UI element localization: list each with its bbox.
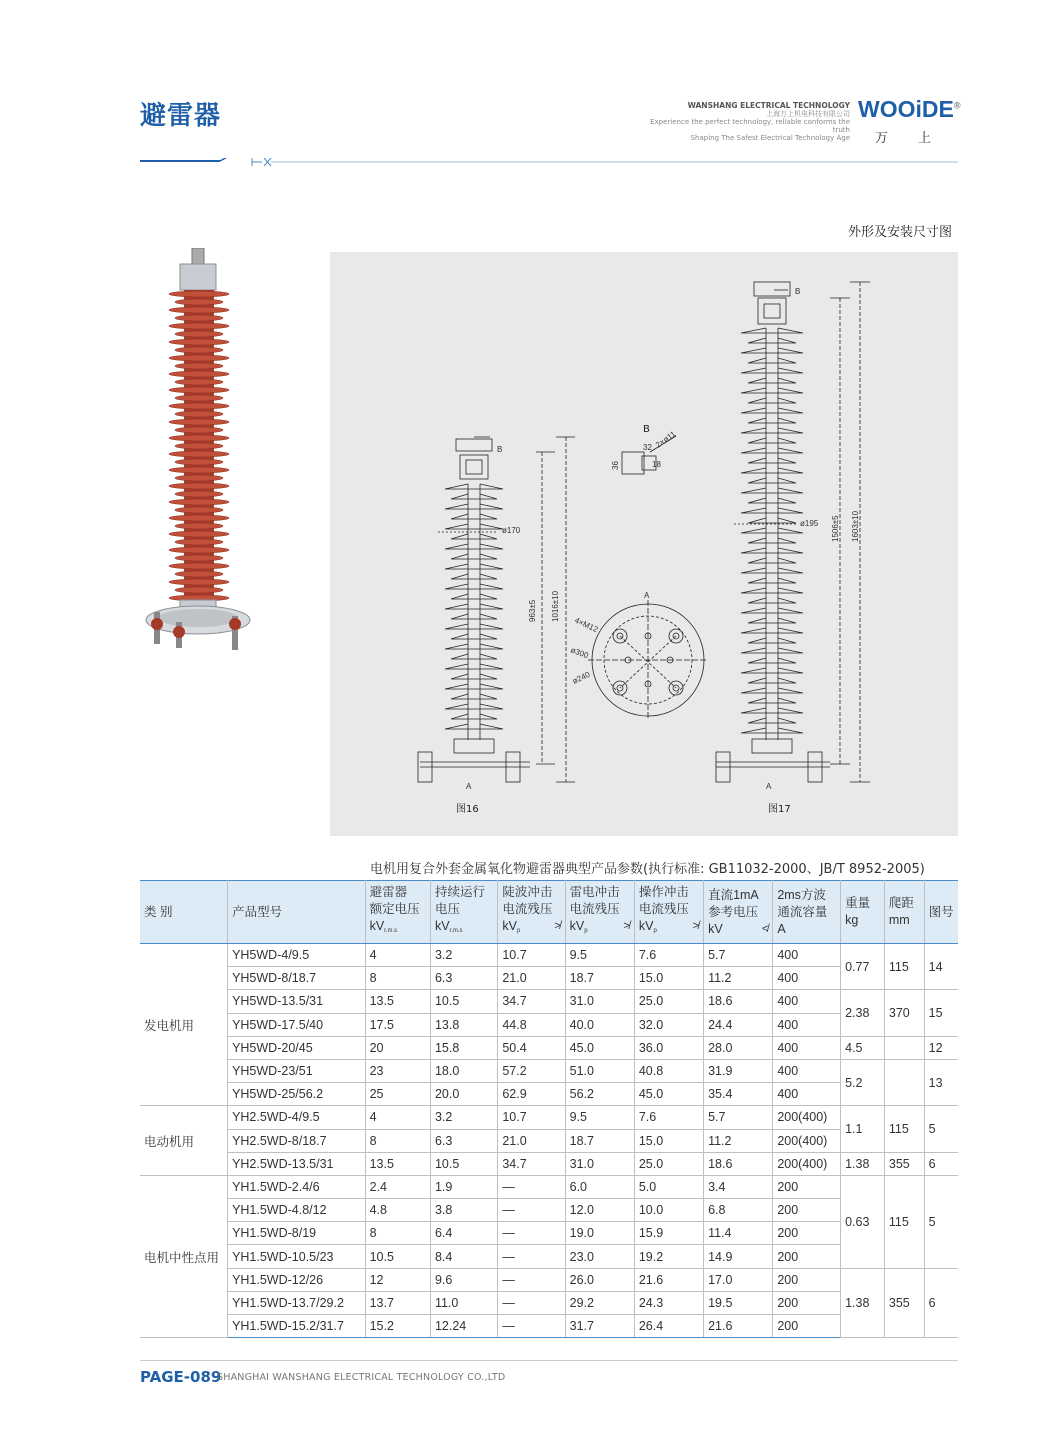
fig16-label-b: B (497, 445, 503, 454)
table-row (140, 967, 958, 990)
model-cell: YH1.5WD-2.4/6 (228, 1175, 366, 1198)
cont-cell: 18.0 (430, 1059, 497, 1082)
light-cell: 9.5 (565, 944, 634, 967)
header-model: 产品型号 (228, 881, 366, 944)
header-creepage: 爬距 mm (884, 881, 924, 944)
steep-cell: — (498, 1175, 565, 1198)
table-row (140, 944, 958, 967)
table-header-row (140, 881, 958, 944)
steep-cell: 10.7 (498, 1106, 565, 1129)
cont-cell: 9.6 (430, 1268, 497, 1291)
sq-cell: 200 (773, 1175, 841, 1198)
category-cell: 发电机用 (140, 944, 228, 1106)
table-row (140, 1059, 958, 1082)
category-cell: 电机中性点用 (140, 1175, 228, 1337)
switch-cell: 25.0 (634, 990, 703, 1013)
page-title: 避雷器 (140, 101, 222, 131)
cont-cell: 10.5 (430, 990, 497, 1013)
rated-cell: 20 (365, 1036, 430, 1059)
model-cell: YH1.5WD-4.8/12 (228, 1199, 366, 1222)
table-row (140, 1245, 958, 1268)
cont-cell: 1.9 (430, 1175, 497, 1198)
dc-cell: 18.6 (704, 990, 773, 1013)
brand-logo-text: WOOiDE (858, 96, 954, 122)
brand-tagline (640, 102, 850, 142)
weight-cell: 0.77 (841, 944, 885, 990)
switch-cell: 40.8 (634, 1059, 703, 1082)
dc-cell: 11.2 (704, 967, 773, 990)
fig-cell: 6 (924, 1268, 958, 1338)
fig16-dim-d170: ø170 (502, 526, 521, 535)
header-continuous-voltage: 持续运行 电压 kVr.m.s (430, 881, 497, 944)
header-rated-voltage: 避雷器 额定电压 kVr.m.s (365, 881, 430, 944)
sq-cell: 200 (773, 1291, 841, 1314)
base-plate-dim-d300: ø300 (569, 645, 590, 661)
table-row (140, 990, 958, 1013)
light-cell: 12.0 (565, 1199, 634, 1222)
parameter-table (140, 880, 958, 1338)
creep-cell (884, 1059, 924, 1105)
sq-cell: 400 (773, 944, 841, 967)
weight-cell: 4.5 (841, 1036, 885, 1059)
rated-cell: 10.5 (365, 1245, 430, 1268)
weight-cell: 0.63 (841, 1175, 885, 1268)
switch-cell: 15.0 (634, 1129, 703, 1152)
fig-cell: 6 (924, 1152, 958, 1175)
fig17-label-a: A (766, 782, 772, 791)
dc-cell: 28.0 (704, 1036, 773, 1059)
sq-cell: 400 (773, 990, 841, 1013)
brand-slogan-1: Experience the perfect technology, reliable conforms the truth (650, 118, 850, 134)
dc-cell: 5.7 (704, 1106, 773, 1129)
steep-cell: 34.7 (498, 990, 565, 1013)
header-figure-no: 图号 (924, 881, 958, 944)
table-row (140, 1013, 958, 1036)
rated-cell: 4 (365, 1106, 430, 1129)
model-cell: YH2.5WD-8/18.7 (228, 1129, 366, 1152)
steep-cell: — (498, 1245, 565, 1268)
brand-logo (858, 96, 960, 123)
table-row (140, 1222, 958, 1245)
sq-cell: 200(400) (773, 1129, 841, 1152)
weight-cell: 1.1 (841, 1106, 885, 1152)
detail-b-dim-18: 18 (652, 460, 661, 469)
rated-cell: 13.5 (365, 990, 430, 1013)
dc-cell: 11.4 (704, 1222, 773, 1245)
switch-cell: 15.9 (634, 1222, 703, 1245)
switch-cell: 36.0 (634, 1036, 703, 1059)
steep-cell: 34.7 (498, 1152, 565, 1175)
model-cell: YH5WD-23/51 (228, 1059, 366, 1082)
dc-cell: 5.7 (704, 944, 773, 967)
switch-cell: 7.6 (634, 1106, 703, 1129)
sq-cell: 400 (773, 967, 841, 990)
brand-slogan-2: Shaping The Safest Electrical Technology Age (690, 134, 850, 142)
table-row (140, 1152, 958, 1175)
fig-cell: 5 (924, 1106, 958, 1152)
model-cell: YH1.5WD-10.5/23 (228, 1245, 366, 1268)
steep-cell: 10.7 (498, 944, 565, 967)
cont-cell: 15.8 (430, 1036, 497, 1059)
creep-cell: 370 (884, 990, 924, 1036)
dc-cell: 11.2 (704, 1129, 773, 1152)
model-cell: YH5WD-4/9.5 (228, 944, 366, 967)
detail-b-label: B (643, 424, 650, 435)
sq-cell: 200 (773, 1222, 841, 1245)
detail-b-dim-36: 36 (611, 461, 620, 470)
weight-cell: 2.38 (841, 990, 885, 1036)
switch-cell: 45.0 (634, 1083, 703, 1106)
weight-cell: 5.2 (841, 1059, 885, 1105)
steep-cell: 21.0 (498, 1129, 565, 1152)
dc-cell: 31.9 (704, 1059, 773, 1082)
cont-cell: 6.3 (430, 967, 497, 990)
dc-cell: 35.4 (704, 1083, 773, 1106)
cont-cell: 3.2 (430, 944, 497, 967)
creep-cell: 355 (884, 1152, 924, 1175)
weight-cell: 1.38 (841, 1152, 885, 1175)
creep-cell: 115 (884, 1106, 924, 1152)
header-divider (140, 158, 960, 172)
rated-cell: 15.2 (365, 1315, 430, 1338)
cont-cell: 20.0 (430, 1083, 497, 1106)
steep-cell: 57.2 (498, 1059, 565, 1082)
table-row (140, 1083, 958, 1106)
fig17-dim-d195: ø195 (800, 519, 819, 528)
model-cell: YH2.5WD-4/9.5 (228, 1106, 366, 1129)
table-row (140, 1175, 958, 1198)
base-plate-dim-bolt: 4×M12 (573, 615, 600, 635)
detail-b-dim-32: 32 (643, 443, 652, 452)
steep-cell: 62.9 (498, 1083, 565, 1106)
cont-cell: 6.3 (430, 1129, 497, 1152)
fig-cell: 15 (924, 990, 958, 1036)
sq-cell: 400 (773, 1083, 841, 1106)
dc-cell: 19.5 (704, 1291, 773, 1314)
switch-cell: 7.6 (634, 944, 703, 967)
sq-cell: 200(400) (773, 1152, 841, 1175)
model-cell: YH5WD-20/45 (228, 1036, 366, 1059)
table-row (140, 1315, 958, 1338)
rated-cell: 13.5 (365, 1152, 430, 1175)
page-number: PAGE-089 (140, 1368, 222, 1386)
switch-cell: 19.2 (634, 1245, 703, 1268)
model-cell: YH5WD-25/56.2 (228, 1083, 366, 1106)
cont-cell: 10.5 (430, 1152, 497, 1175)
table-row (140, 1291, 958, 1314)
sq-cell: 200 (773, 1268, 841, 1291)
steep-cell: — (498, 1291, 565, 1314)
steep-cell: 50.4 (498, 1036, 565, 1059)
light-cell: 51.0 (565, 1059, 634, 1082)
light-cell: 31.0 (565, 990, 634, 1013)
rated-cell: 23 (365, 1059, 430, 1082)
header-square-wave: 2ms方波 通流容量 A (773, 881, 841, 944)
header-dc-reference: 直流1mA 参考电压 kV ≮ (704, 881, 773, 944)
header-category: 类 别 (140, 881, 228, 944)
steep-cell: — (498, 1268, 565, 1291)
light-cell: 23.0 (565, 1245, 634, 1268)
light-cell: 9.5 (565, 1106, 634, 1129)
fig17-label-b: B (795, 287, 801, 296)
header-switching-residual: 操作冲击 电流残压 kVp ≯ (634, 881, 703, 944)
sq-cell: 400 (773, 1059, 841, 1082)
light-cell: 26.0 (565, 1268, 634, 1291)
sq-cell: 200 (773, 1199, 841, 1222)
fig-cell: 12 (924, 1036, 958, 1059)
steep-cell: — (498, 1222, 565, 1245)
rated-cell: 12 (365, 1268, 430, 1291)
dc-cell: 6.8 (704, 1199, 773, 1222)
model-cell: YH1.5WD-8/19 (228, 1222, 366, 1245)
cont-cell: 8.4 (430, 1245, 497, 1268)
light-cell: 40.0 (565, 1013, 634, 1036)
switch-cell: 24.3 (634, 1291, 703, 1314)
rated-cell: 25 (365, 1083, 430, 1106)
arrester-photo (140, 248, 260, 658)
sq-cell: 200 (773, 1315, 841, 1338)
creep-cell (884, 1036, 924, 1059)
weight-cell: 1.38 (841, 1268, 885, 1338)
light-cell: 29.2 (565, 1291, 634, 1314)
cont-cell: 6.4 (430, 1222, 497, 1245)
registered-mark: ® (953, 100, 961, 111)
fig17-dim-h1506: 1506±5 (831, 515, 840, 542)
brand-name-cn: 上海万上机电科技有限公司 (766, 110, 850, 118)
light-cell: 19.0 (565, 1222, 634, 1245)
dc-cell: 24.4 (704, 1013, 773, 1036)
light-cell: 45.0 (565, 1036, 634, 1059)
base-plate-label-a: A (644, 591, 650, 600)
rated-cell: 2.4 (365, 1175, 430, 1198)
fig17-label: 图17 (768, 804, 791, 815)
sq-cell: 200 (773, 1245, 841, 1268)
fig16-dim-h963: 963±5 (528, 599, 537, 622)
rated-cell: 17.5 (365, 1013, 430, 1036)
cont-cell: 3.2 (430, 1106, 497, 1129)
switch-cell: 10.0 (634, 1199, 703, 1222)
light-cell: 56.2 (565, 1083, 634, 1106)
rated-cell: 8 (365, 1222, 430, 1245)
technical-drawing (330, 252, 958, 836)
rated-cell: 8 (365, 967, 430, 990)
table-row (140, 1199, 958, 1222)
creep-cell: 115 (884, 1175, 924, 1268)
cont-cell: 3.8 (430, 1199, 497, 1222)
header-weight: 重量 kg (841, 881, 885, 944)
fig-cell: 5 (924, 1175, 958, 1268)
fig16-dim-h1016: 1016±10 (551, 590, 560, 622)
brand-name-en: WANSHANG ELECTRICAL TECHNOLOGY (687, 101, 850, 110)
fig-cell: 13 (924, 1059, 958, 1105)
sq-cell: 200(400) (773, 1106, 841, 1129)
footer-divider (140, 1360, 958, 1361)
cont-cell: 12.24 (430, 1315, 497, 1338)
light-cell: 31.7 (565, 1315, 634, 1338)
fig17-dim-h1603: 1603±10 (851, 510, 860, 542)
creep-cell: 115 (884, 944, 924, 990)
rated-cell: 4.8 (365, 1199, 430, 1222)
model-cell: YH1.5WD-15.2/31.7 (228, 1315, 366, 1338)
model-cell: YH1.5WD-12/26 (228, 1268, 366, 1291)
model-cell: YH2.5WD-13.5/31 (228, 1152, 366, 1175)
light-cell: 6.0 (565, 1175, 634, 1198)
table-row (140, 1129, 958, 1152)
creep-cell: 355 (884, 1268, 924, 1338)
model-cell: YH1.5WD-13.7/29.2 (228, 1291, 366, 1314)
rated-cell: 8 (365, 1129, 430, 1152)
header-steep-residual: 陡波冲击 电流残压 kVp ≯ (498, 881, 565, 944)
switch-cell: 15.0 (634, 967, 703, 990)
switch-cell: 26.4 (634, 1315, 703, 1338)
base-plate-dim-d240: ø240 (571, 669, 592, 686)
light-cell: 18.7 (565, 1129, 634, 1152)
table-row (140, 1106, 958, 1129)
model-cell: YH5WD-17.5/40 (228, 1013, 366, 1036)
rated-cell: 13.7 (365, 1291, 430, 1314)
table-caption: 电机用复合外套金属氧化物避雷器典型产品参数(执行标准: GB11032-2000、JB/T 8952-2005) (370, 862, 925, 877)
steep-cell: 44.8 (498, 1013, 565, 1036)
fig-cell: 14 (924, 944, 958, 990)
switch-cell: 21.6 (634, 1268, 703, 1291)
detail-b-dim-2x11: 2×ø11 (653, 429, 678, 450)
fig16-label: 图16 (456, 804, 479, 815)
steep-cell: 21.0 (498, 967, 565, 990)
steep-cell: — (498, 1315, 565, 1338)
model-cell: YH5WD-13.5/31 (228, 990, 366, 1013)
dc-cell: 14.9 (704, 1245, 773, 1268)
category-cell: 电动机用 (140, 1106, 228, 1176)
switch-cell: 5.0 (634, 1175, 703, 1198)
header-lightning-residual: 雷电冲击 电流残压 kVp ≯ (565, 881, 634, 944)
light-cell: 31.0 (565, 1152, 634, 1175)
cont-cell: 11.0 (430, 1291, 497, 1314)
fig16-label-a: A (466, 782, 472, 791)
table-row (140, 1036, 958, 1059)
footer-company: SHANGHAI WANSHANG ELECTRICAL TECHNOLOGY CO.,LTD (217, 1372, 506, 1383)
figure-caption: 外形及安装尺寸图 (848, 225, 953, 240)
switch-cell: 25.0 (634, 1152, 703, 1175)
cont-cell: 13.8 (430, 1013, 497, 1036)
switch-cell: 32.0 (634, 1013, 703, 1036)
sq-cell: 400 (773, 1036, 841, 1059)
dc-cell: 3.4 (704, 1175, 773, 1198)
model-cell: YH5WD-8/18.7 (228, 967, 366, 990)
dc-cell: 18.6 (704, 1152, 773, 1175)
brand-logo-cn: 万上 (875, 131, 962, 146)
rated-cell: 4 (365, 944, 430, 967)
dc-cell: 17.0 (704, 1268, 773, 1291)
dc-cell: 21.6 (704, 1315, 773, 1338)
sq-cell: 400 (773, 1013, 841, 1036)
steep-cell: — (498, 1199, 565, 1222)
table-row (140, 1268, 958, 1291)
light-cell: 18.7 (565, 967, 634, 990)
